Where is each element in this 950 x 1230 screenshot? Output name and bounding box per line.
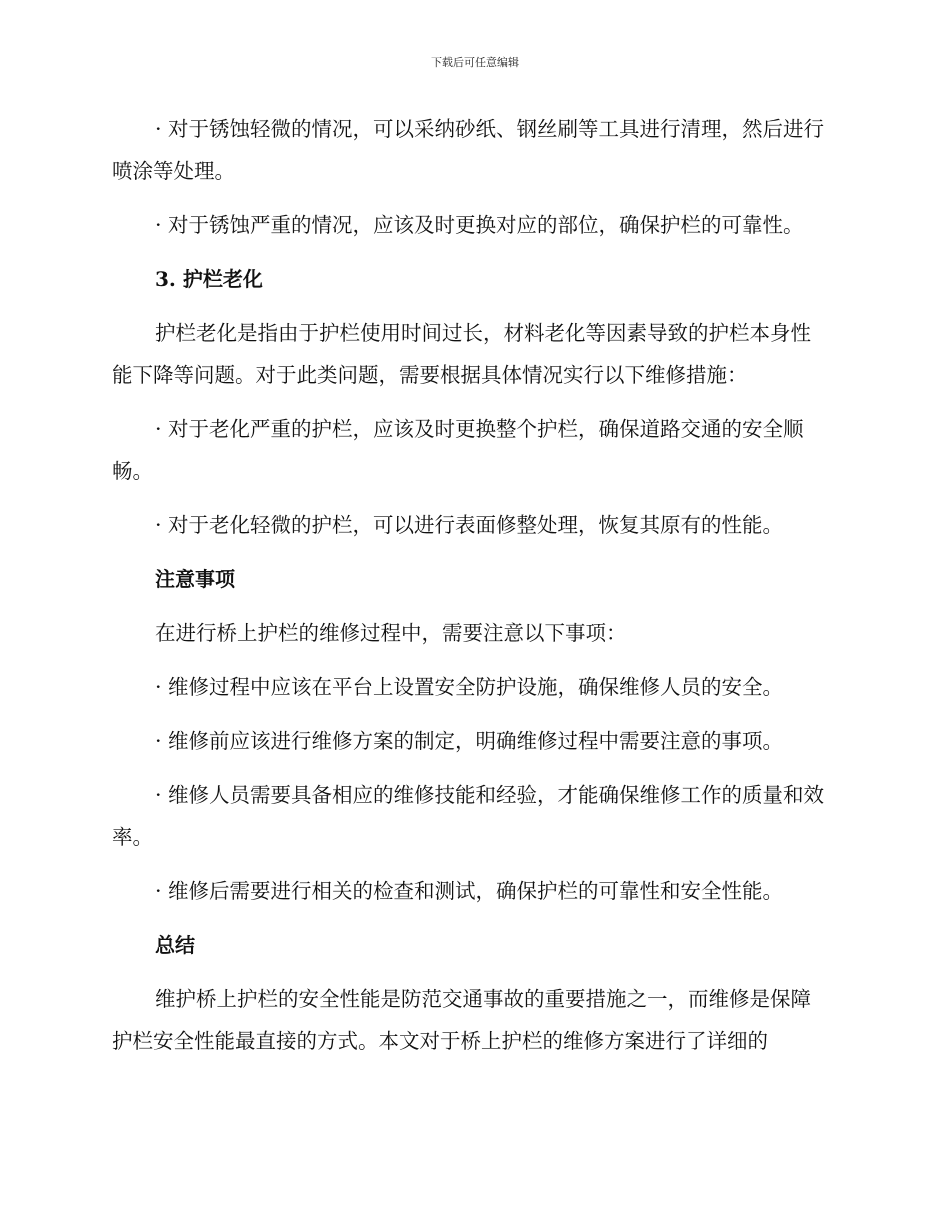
summary-paragraph: 维护桥上护栏的安全性能是防范交通事故的重要措施之一，而维修是保障护栏安全性能最直接的方式。本文对于桥上护栏的维修方案进行了详细的 [112,987,811,1053]
bullet-mild-aging: · 对于老化轻微的护栏，可以进行表面修整处理，恢复其原有的性能。 [155,513,784,537]
bullet-mild-rust: · 对于锈蚀轻微的情况，可以采纳砂纸、钢丝刷等工具进行清理，然后进行喷涂等处理。 [112,117,825,183]
bullet-severe-aging: · 对于老化严重的护栏，应该及时更换整个护栏，确保道路交通的安全顺畅。 [112,417,804,483]
bullet-safety-facilities: · 维修过程中应该在平台上设置安全防护设施，确保维修人员的安全。 [155,675,784,699]
bullet-post-repair-check: · 维修后需要进行相关的检查和测试，确保护栏的可靠性和安全性能。 [155,879,784,903]
bullet-severe-rust: · 对于锈蚀严重的情况，应该及时更换对应的部位，确保护栏的可靠性。 [155,213,804,237]
document-body [112,108,830,1074]
aging-intro-paragraph: 护栏老化是指由于护栏使用时间过长，材料老化等因素导致的护栏本身性能下降等问题。对于此类问题，需要根据具体情况实行以下维修措施： [112,321,811,387]
section-heading-notes: 注意事项 [155,567,235,591]
notes-intro-paragraph: 在进行桥上护栏的维修过程中，需要注意以下事项： [155,621,627,645]
page-header: 下载后可任意编辑 [431,56,519,69]
bullet-repair-plan: · 维修前应该进行维修方案的制定，明确维修过程中需要注意的事项。 [155,729,784,753]
section-heading-summary: 总结 [155,933,195,957]
bullet-repair-skills: · 维修人员需要具备相应的维修技能和经验，才能确保维修工作的质量和效率。 [112,783,825,849]
section-heading-aging: 3. 护栏老化 [155,267,263,291]
